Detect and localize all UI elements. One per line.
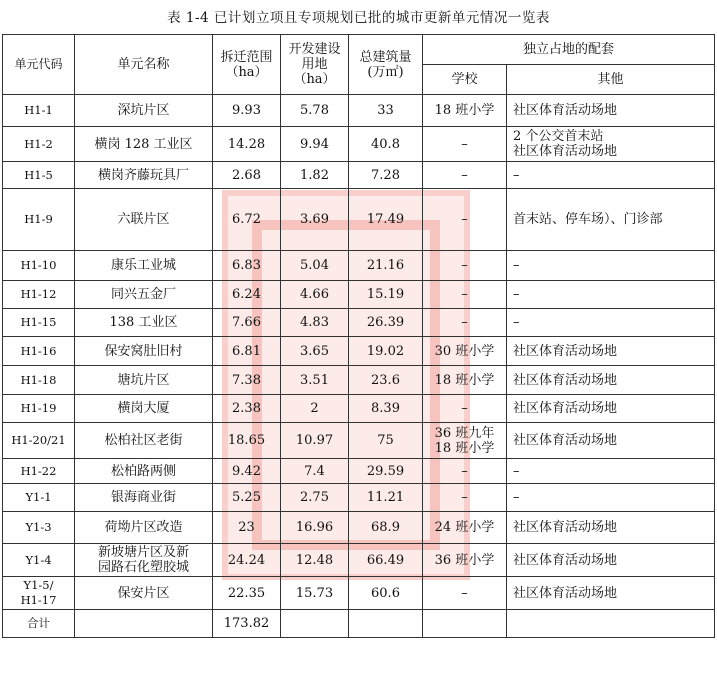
table-row xyxy=(3,459,715,484)
table-title: 表 1-4 已计划立项且专项规划已批的城市更新单元情况一览表 xyxy=(167,10,550,26)
unit-code-cell: H1-9 xyxy=(3,189,75,251)
unit-code-cell: H1-19 xyxy=(3,395,75,423)
demolition-area-cell: 2.68 xyxy=(213,162,281,189)
demolition-area-cell: 6.83 xyxy=(213,251,281,281)
unit-code-cell: Y1-1 xyxy=(3,484,75,512)
other-facility-cell: 社区体育活动场地 xyxy=(507,512,715,544)
empty-cell xyxy=(281,610,349,638)
header-name: 单元名称 xyxy=(75,35,213,95)
floor-area-cell: 8.39 xyxy=(349,395,423,423)
table-row xyxy=(3,395,715,423)
header-school: 学校 xyxy=(423,65,507,95)
other-facility-cell: 2 个公交首末站 社区体育活动场地 xyxy=(507,127,715,162)
table-row xyxy=(3,512,715,544)
school-cell: – xyxy=(423,484,507,512)
demolition-area-cell: 2.38 xyxy=(213,395,281,423)
demolition-area-cell: 5.25 xyxy=(213,484,281,512)
floor-area-cell: 40.8 xyxy=(349,127,423,162)
school-cell: – xyxy=(423,459,507,484)
urban-renewal-table xyxy=(2,4,715,638)
unit-code-cell: H1-15 xyxy=(3,309,75,337)
dev-land-cell: 10.97 xyxy=(281,423,349,459)
table-row xyxy=(3,127,715,162)
school-cell: 24 班小学 xyxy=(423,512,507,544)
unit-name-cell: 康乐工业城 xyxy=(75,251,213,281)
floor-area-cell: 60.6 xyxy=(349,577,423,610)
dev-land-cell: 5.78 xyxy=(281,95,349,127)
dev-land-cell: 3.69 xyxy=(281,189,349,251)
unit-name-cell: 保安窝肚旧村 xyxy=(75,337,213,366)
unit-name-cell: 银海商业街 xyxy=(75,484,213,512)
other-facility-cell: 首末站、停车场）、门诊部 xyxy=(507,189,715,251)
floor-area-cell: 11.21 xyxy=(349,484,423,512)
other-facility-cell: – xyxy=(507,459,715,484)
table-row xyxy=(3,189,715,251)
table-row xyxy=(3,162,715,189)
table-row xyxy=(3,366,715,395)
empty-cell xyxy=(423,610,507,638)
other-facility-cell: 社区体育活动场地 xyxy=(507,366,715,395)
unit-code-cell: H1-5 xyxy=(3,162,75,189)
dev-land-cell: 16.96 xyxy=(281,512,349,544)
dev-land-cell: 2 xyxy=(281,395,349,423)
empty-cell xyxy=(75,610,213,638)
unit-code-cell: H1-12 xyxy=(3,281,75,309)
school-cell: 30 班小学 xyxy=(423,337,507,366)
unit-name-cell: 横岗大厦 xyxy=(75,395,213,423)
floor-area-cell: 7.28 xyxy=(349,162,423,189)
other-facility-cell: – xyxy=(507,309,715,337)
demolition-area-cell: 7.66 xyxy=(213,309,281,337)
demolition-area-cell: 6.81 xyxy=(213,337,281,366)
other-facility-cell: 社区体育活动场地 xyxy=(507,395,715,423)
table-row xyxy=(3,309,715,337)
school-cell: – xyxy=(423,251,507,281)
floor-area-cell: 33 xyxy=(349,95,423,127)
table-row xyxy=(3,251,715,281)
total-row xyxy=(3,610,715,638)
other-facility-cell: 社区体育活动场地 xyxy=(507,577,715,610)
dev-land-cell: 15.73 xyxy=(281,577,349,610)
other-facility-cell: – xyxy=(507,251,715,281)
table-row xyxy=(3,337,715,366)
school-cell: – xyxy=(423,395,507,423)
unit-name-cell: 新坡塘片区及新 园路石化塑胶城 xyxy=(75,544,213,577)
total-label: 合计 xyxy=(3,610,75,638)
header-code: 单元代码 xyxy=(3,35,75,95)
unit-name-cell: 138 工业区 xyxy=(75,309,213,337)
unit-name-cell: 六联片区 xyxy=(75,189,213,251)
dev-land-cell: 2.75 xyxy=(281,484,349,512)
unit-code-cell: H1-16 xyxy=(3,337,75,366)
unit-name-cell: 保安片区 xyxy=(75,577,213,610)
unit-code-cell: H1-2 xyxy=(3,127,75,162)
floor-area-cell: 75 xyxy=(349,423,423,459)
dev-land-cell: 3.65 xyxy=(281,337,349,366)
school-cell: – xyxy=(423,309,507,337)
unit-name-cell: 松柏路两侧 xyxy=(75,459,213,484)
table-row xyxy=(3,484,715,512)
school-cell: – xyxy=(423,127,507,162)
demolition-area-cell: 9.93 xyxy=(213,95,281,127)
school-cell: 18 班小学 xyxy=(423,366,507,395)
total-demolition: 173.82 xyxy=(213,610,281,638)
unit-code-cell: Y1-4 xyxy=(3,544,75,577)
floor-area-cell: 68.9 xyxy=(349,512,423,544)
floor-area-cell: 21.16 xyxy=(349,251,423,281)
unit-code-cell: H1-18 xyxy=(3,366,75,395)
dev-land-cell: 3.51 xyxy=(281,366,349,395)
dev-land-cell: 1.82 xyxy=(281,162,349,189)
school-cell: – xyxy=(423,577,507,610)
header-dev-land: 开发建设用地（ha） xyxy=(281,35,349,95)
unit-code-cell: Y1-5/ H1-17 xyxy=(3,577,75,610)
demolition-area-cell: 6.72 xyxy=(213,189,281,251)
school-cell: – xyxy=(423,189,507,251)
dev-land-cell: 4.83 xyxy=(281,309,349,337)
other-facility-cell: – xyxy=(507,162,715,189)
school-cell: – xyxy=(423,162,507,189)
unit-code-cell: H1-22 xyxy=(3,459,75,484)
demolition-area-cell: 24.24 xyxy=(213,544,281,577)
floor-area-cell: 26.39 xyxy=(349,309,423,337)
dev-land-cell: 5.04 xyxy=(281,251,349,281)
unit-code-cell: H1-20/21 xyxy=(3,423,75,459)
demolition-area-cell: 9.42 xyxy=(213,459,281,484)
school-cell: 36 班九年 18 班小学 xyxy=(423,423,507,459)
demolition-area-cell: 14.28 xyxy=(213,127,281,162)
other-facility-cell: – xyxy=(507,281,715,309)
demolition-area-cell: 18.65 xyxy=(213,423,281,459)
unit-code-cell: Y1-3 xyxy=(3,512,75,544)
demolition-area-cell: 6.24 xyxy=(213,281,281,309)
header-demolition: 拆迁范围（ha） xyxy=(213,35,281,95)
demolition-area-cell: 7.38 xyxy=(213,366,281,395)
header-other: 其他 xyxy=(507,65,715,95)
unit-name-cell: 横岗齐藤玩具厂 xyxy=(75,162,213,189)
floor-area-cell: 19.02 xyxy=(349,337,423,366)
unit-name-cell: 横岗 128 工业区 xyxy=(75,127,213,162)
other-facility-cell: 社区体育活动场地 xyxy=(507,337,715,366)
school-cell: – xyxy=(423,281,507,309)
header-floor-area: 总建筑量(万㎡) xyxy=(349,35,423,95)
unit-code-cell: H1-10 xyxy=(3,251,75,281)
header-facilities: 独立占地的配套 xyxy=(423,35,715,65)
dev-land-cell: 9.94 xyxy=(281,127,349,162)
other-facility-cell: – xyxy=(507,484,715,512)
dev-land-cell: 12.48 xyxy=(281,544,349,577)
floor-area-cell: 23.6 xyxy=(349,366,423,395)
demolition-area-cell: 23 xyxy=(213,512,281,544)
table-row xyxy=(3,423,715,459)
other-facility-cell: 社区体育活动场地 xyxy=(507,95,715,127)
table-row xyxy=(3,577,715,610)
table-row xyxy=(3,95,715,127)
other-facility-cell: 社区体育活动场地 xyxy=(507,544,715,577)
empty-cell xyxy=(507,610,715,638)
unit-name-cell: 深坑片区 xyxy=(75,95,213,127)
unit-name-cell: 塘坑片区 xyxy=(75,366,213,395)
table-row xyxy=(3,281,715,309)
other-facility-cell: 社区体育活动场地 xyxy=(507,423,715,459)
unit-code-cell: H1-1 xyxy=(3,95,75,127)
school-cell: 18 班小学 xyxy=(423,95,507,127)
demolition-area-cell: 22.35 xyxy=(213,577,281,610)
empty-cell xyxy=(349,610,423,638)
floor-area-cell: 17.49 xyxy=(349,189,423,251)
floor-area-cell: 29.59 xyxy=(349,459,423,484)
floor-area-cell: 15.19 xyxy=(349,281,423,309)
table-row xyxy=(3,544,715,577)
unit-name-cell: 松柏社区老街 xyxy=(75,423,213,459)
dev-land-cell: 7.4 xyxy=(281,459,349,484)
school-cell: 36 班小学 xyxy=(423,544,507,577)
unit-name-cell: 同兴五金厂 xyxy=(75,281,213,309)
floor-area-cell: 66.49 xyxy=(349,544,423,577)
dev-land-cell: 4.66 xyxy=(281,281,349,309)
unit-name-cell: 荷坳片区改造 xyxy=(75,512,213,544)
